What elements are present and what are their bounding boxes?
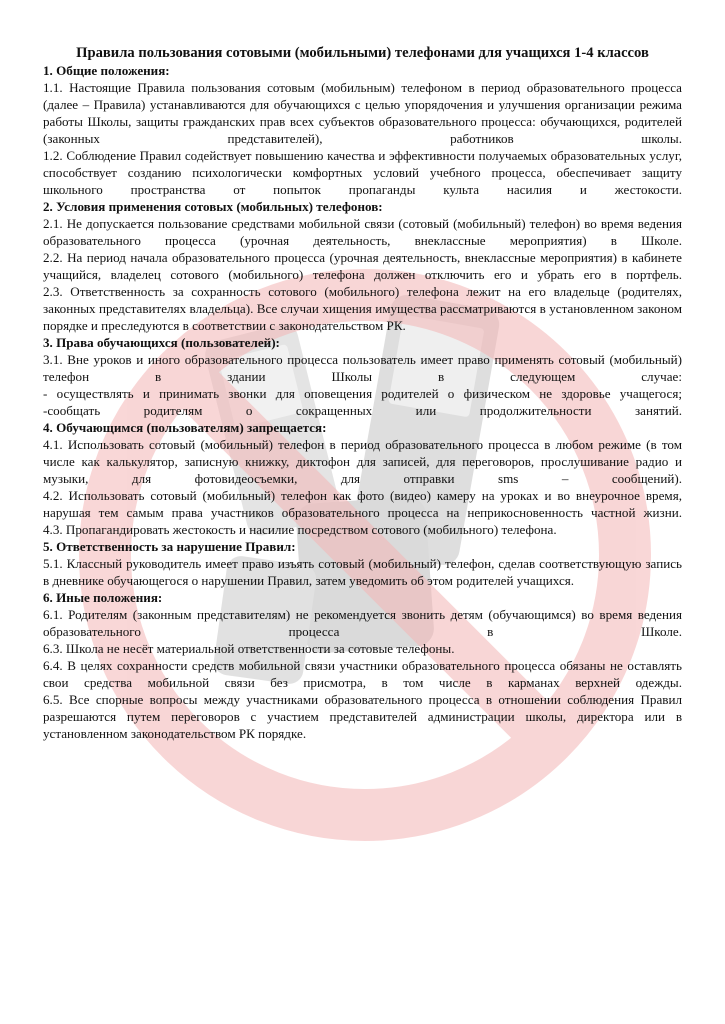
- paragraph-4-2: 4.2. Использовать сотовый (мобильный) телефон как фото (видео) камеру на уроках и во внеурочное время, нарушая тем самым права участников образовательного процесса на неприкосновенность частной жизни.: [43, 488, 682, 520]
- paragraph-6-5: 6.5. Все спорные вопросы между участниками образовательного процесса в отношении соблюдения Правил разрешаются путем переговоров с участием представителей администрации школы, директора или в установленном законодательством РК порядке.: [43, 692, 682, 741]
- paragraph-6-4: 6.4. В целях сохранности средств мобильной связи участники образовательного процесса обязаны не оставлять свои средства мобильной связи без присмотра, в том числе в карманах верхней одежды.: [43, 658, 682, 690]
- document-title: Правила пользования сотовыми (мобильными) телефонами для учащихся 1-4 классов: [76, 45, 649, 61]
- section-heading-general: 1. Общие положения:: [43, 63, 170, 78]
- paragraph-3-1: 3.1. Вне уроков и иного образовательного процесса пользователь имеет право применять сотовый (мобильный) телефон в здании Школы в следующем случае:: [43, 352, 682, 384]
- paragraph-6-1: 6.1. Родителям (законным представителям) не рекомендуется звонить детям (обучающимся) во время ведения образовательного процесса в Школе.: [43, 607, 682, 639]
- paragraph-2-3: 2.3. Ответственность за сохранность сотового (мобильного) телефона лежит на его владельце (родителях, законных представителях владельца). Все случаи хищения имущества рассматриваются в установленном законом порядке и преследуются в соответствии с законодательством РК.: [43, 284, 682, 333]
- section-heading-rights: 3. Права обучающихся (пользователей):: [43, 335, 280, 350]
- paragraph-2-1: 2.1. Не допускается пользование средствами мобильной связи (сотовый (мобильный) телефон) во время ведения образовательного процесса (урочная деятельность, внеклассные мероприятия) в Школе.: [43, 216, 682, 248]
- section-heading-prohibited: 4. Обучающимся (пользователям) запрещается:: [43, 420, 327, 435]
- paragraph-1-1: 1.1. Настоящие Правила пользования сотовым (мобильным) телефоном в период образовательного процесса (далее – Правила) устанавливаются для обучающихся с целью упорядочения и улучшения организации режима работы Школы, защиты гражданских прав всех субъектов образовательного процесса: обучающихся, родителей (законных представителей), работников школы.: [43, 80, 682, 146]
- section-heading-responsibility: 5. Ответственность за нарушение Правил:: [43, 539, 296, 554]
- paragraph-5-1: 5.1. Классный руководитель имеет право изъять сотовый (мобильный) телефон, сделав соответствующую запись в дневнике обучающегося о нарушении Правил, затем уведомить об этом родителей учащихся.: [43, 556, 682, 588]
- paragraph-4-1: 4.1. Использовать сотовый (мобильный) телефон в период образовательного процесса в любом режиме (в том числе как калькулятор, записную книжку, диктофон для записей, для переговоров, прослушивание радио и музыки, для фотовидеосъемки, для отправки sms – сообщений).: [43, 437, 682, 486]
- paragraph-3-1-item-1: - осуществлять и принимать звонки для оповещения родителей о физическом не здоровье учащегося;: [43, 386, 682, 401]
- section-heading-other: 6. Иные положения:: [43, 590, 163, 605]
- paragraph-2-2: 2.2. На период начала образовательного процесса (урочная деятельность, внеклассные мероприятия) в кабинете учащийся, владелец сотового (мобильного) телефона должен отключить его и убрать его в портфель.: [43, 250, 682, 282]
- paragraph-1-2: 1.2. Соблюдение Правил содействует повышению качества и эффективности получаемых образовательных услуг, способствует созданию психологически комфортных условий учебного процесса, обеспечивает защиту школьного пространства от попыток пропаганды культа насилия и жестокости.: [43, 148, 682, 197]
- document-page: [43, 44, 682, 742]
- paragraph-6-3: 6.3. Школа не несёт материальной ответственности за сотовые телефоны.: [43, 641, 455, 656]
- section-heading-conditions: 2. Условия применения сотовых (мобильных) телефонов:: [43, 199, 383, 214]
- paragraph-4-3: 4.3. Пропагандировать жестокость и насилие посредством сотового (мобильного) телефона.: [43, 522, 557, 537]
- paragraph-3-1-item-2: -сообщать родителям о сокращенных или продолжительности занятий.: [43, 403, 682, 418]
